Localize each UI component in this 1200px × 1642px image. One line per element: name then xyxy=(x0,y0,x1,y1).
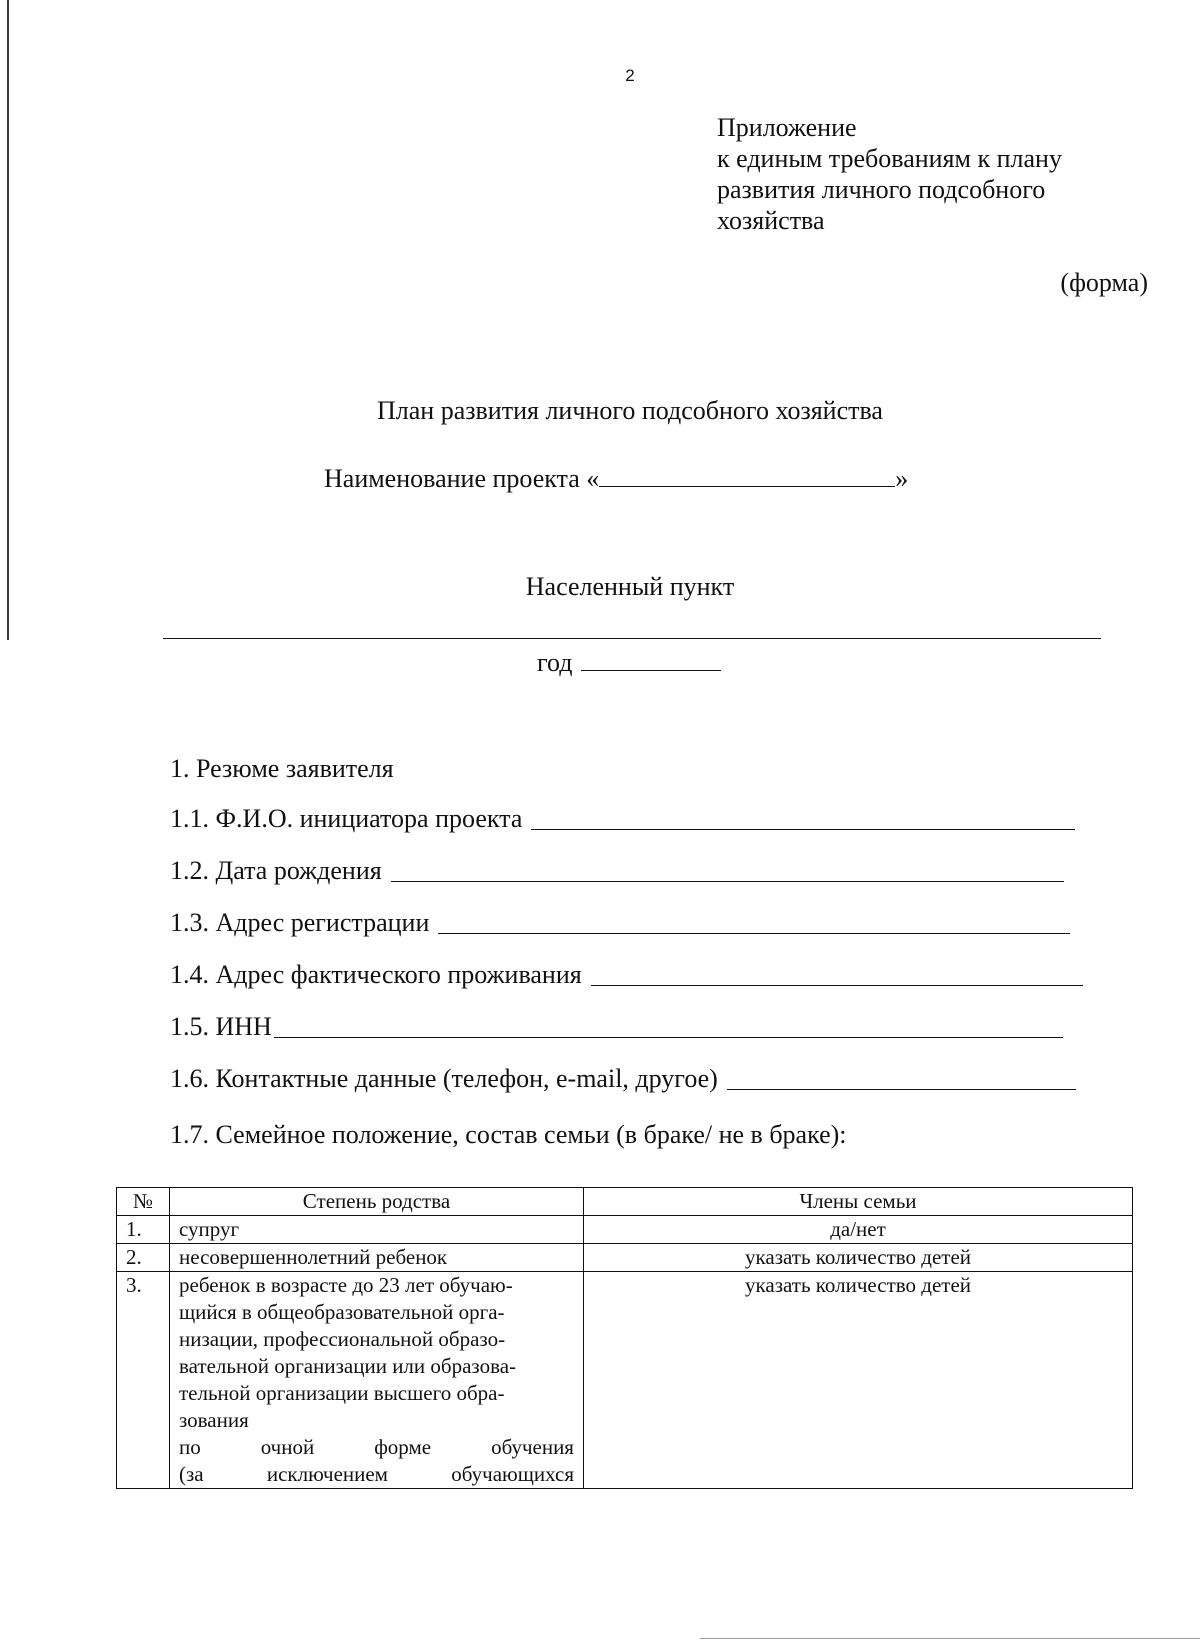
field-label: 1.5. ИНН xyxy=(170,1012,272,1041)
row-number: 2. xyxy=(117,1244,170,1272)
project-name-close-quote: » xyxy=(895,464,909,493)
relation-line: тельной организации высшего обра- xyxy=(179,1381,505,1405)
row-members[interactable]: указать количество детей xyxy=(584,1272,1133,1489)
project-name-blank[interactable] xyxy=(599,462,895,487)
appendix-line: хозяйства xyxy=(717,206,825,235)
table-row xyxy=(117,1244,1133,1272)
header-number: № xyxy=(117,1188,170,1216)
field-blank[interactable] xyxy=(727,1067,1076,1090)
family-table xyxy=(116,1187,1133,1489)
row-members[interactable]: да/нет xyxy=(584,1216,1133,1244)
header-relation: Степень родства xyxy=(170,1188,584,1216)
scan-edge-left xyxy=(7,0,9,640)
relation-word: обучающихся xyxy=(451,1462,574,1486)
field-label: 1.6. Контактные данные (телефон, e-mail, другое) xyxy=(170,1064,718,1093)
locality-label: Населенный пункт xyxy=(525,572,735,601)
field-inn[interactable] xyxy=(170,1010,1063,1042)
table-row xyxy=(117,1216,1133,1244)
field-blank[interactable] xyxy=(274,1015,1063,1038)
field-label: 1.4. Адрес фактического проживания xyxy=(170,960,582,989)
field-label: 1.1. Ф.И.О. инициатора проекта xyxy=(170,804,523,833)
relation-line xyxy=(179,1434,574,1461)
field-label: 1.3. Адрес регистрации xyxy=(170,908,430,937)
year-label: год xyxy=(537,648,573,677)
field-birth-date[interactable] xyxy=(170,854,1064,886)
field-contacts[interactable] xyxy=(170,1062,1076,1094)
document-title: План развития личного подсобного хозяйства xyxy=(377,396,883,425)
table-header-row xyxy=(117,1188,1133,1216)
family-status-label: 1.7. Семейное положение, состав семьи (в браке/ не в браке): xyxy=(170,1120,847,1149)
relation-word: очной xyxy=(260,1435,315,1459)
row-relation: несовершеннолетний ребенок xyxy=(170,1244,584,1272)
row-relation: супруг xyxy=(170,1216,584,1244)
year-blank[interactable] xyxy=(581,650,721,671)
appendix-line: Приложение xyxy=(717,113,857,142)
relation-line: ребенок в возрасте до 23 лет обучаю- xyxy=(179,1273,513,1297)
field-full-name[interactable] xyxy=(170,802,1075,834)
row-members[interactable]: указать количество детей xyxy=(584,1244,1133,1272)
project-name-label: Наименование проекта « xyxy=(324,464,600,493)
relation-line: вательной организации или образова- xyxy=(179,1354,517,1378)
year-field[interactable] xyxy=(537,648,721,678)
header-members: Члены семьи xyxy=(584,1188,1133,1216)
relation-word: по xyxy=(179,1435,201,1459)
row-relation xyxy=(170,1272,584,1489)
relation-word: форме xyxy=(374,1435,432,1459)
appendix-line: к единым требованиям к плану xyxy=(717,144,1062,173)
field-blank[interactable] xyxy=(438,911,1070,934)
appendix-line: развития личного подсобного xyxy=(717,175,1046,204)
project-name-field[interactable] xyxy=(324,462,908,494)
field-blank[interactable] xyxy=(531,807,1075,830)
relation-word: исключением xyxy=(266,1462,388,1486)
field-registration-address[interactable] xyxy=(170,906,1070,938)
page-number: 2 xyxy=(625,66,635,85)
table-row xyxy=(117,1272,1133,1489)
locality-blank[interactable] xyxy=(163,638,1101,639)
relation-line xyxy=(179,1461,574,1488)
field-label: 1.2. Дата рождения xyxy=(170,856,382,885)
field-actual-address[interactable] xyxy=(170,958,1083,990)
row-number: 3. xyxy=(117,1272,170,1489)
appendix-note xyxy=(717,112,1062,236)
relation-line: щийся в общеобразовательной орга- xyxy=(179,1300,505,1324)
section-title: 1. Резюме заявителя xyxy=(170,754,394,783)
form-mark: (форма) xyxy=(1060,268,1148,297)
row-number: 1. xyxy=(117,1216,170,1244)
relation-line: зования xyxy=(179,1408,249,1432)
field-blank[interactable] xyxy=(591,963,1083,986)
scan-edge-bottom xyxy=(700,1638,1200,1639)
field-blank[interactable] xyxy=(391,859,1064,882)
relation-word: обучения xyxy=(491,1435,574,1459)
relation-word: (за xyxy=(179,1462,204,1486)
relation-line: низации, профессиональной образо- xyxy=(179,1327,506,1351)
